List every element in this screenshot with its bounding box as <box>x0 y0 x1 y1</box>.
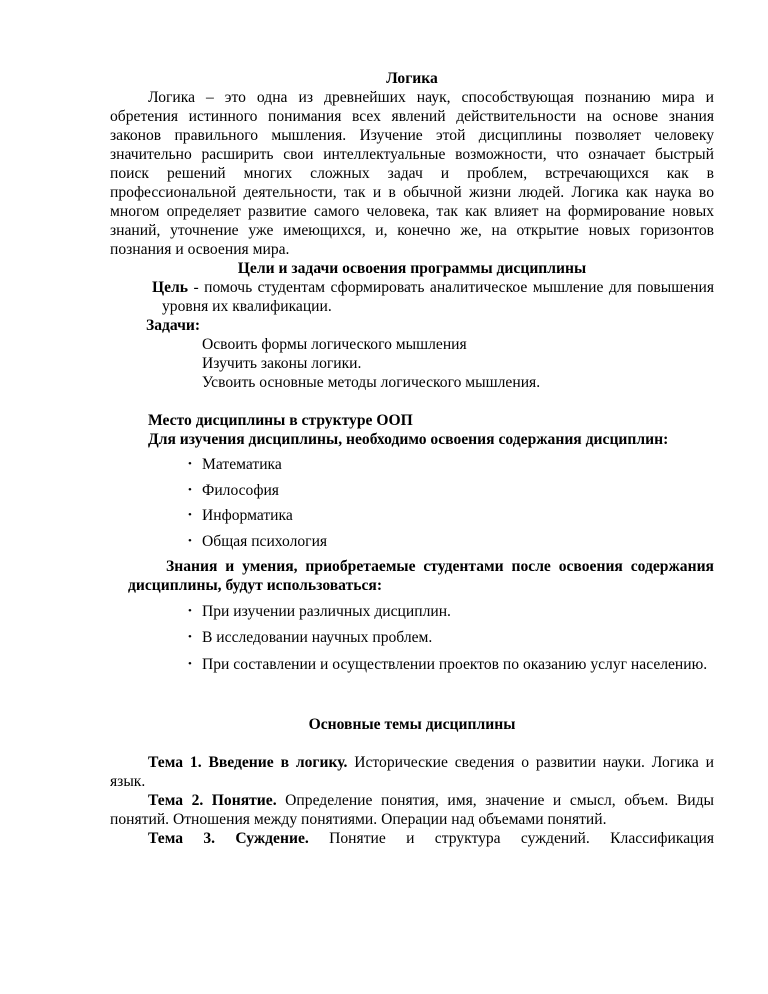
list-item: • Информатика <box>110 503 714 529</box>
topics-heading: Основные темы дисциплины <box>308 716 516 733</box>
bullet-icon: • <box>188 630 192 643</box>
list-item: • В исследовании научных проблем. <box>110 625 714 651</box>
place-heading: Место дисциплины в структуре ООП <box>148 412 413 429</box>
list-item: • При изучении различных дисциплин. <box>110 599 714 625</box>
task-item: Изучить законы логики. <box>202 355 362 372</box>
topic-label: Тема 1. Введение в логику. <box>148 754 348 771</box>
bullet-icon: • <box>188 509 192 521</box>
topic-label: Тема 2. Понятие. <box>148 792 277 809</box>
document-title: Логика <box>386 70 438 87</box>
bullet-icon: • <box>188 605 192 617</box>
intro-paragraph: Логика – это одна из древнейших наук, способствующая познанию мира и обретения истинного понимания всех явлений действительности на основе знания законов правильного мышления. Изучение этой дисциплины позволяет человеку значительно расширить свои интеллектуальные возможности, что означает быстрый поиск решений многих сложных задач и проблем, встречающихся как в профессиональной деятельности, так и в обычной жизни людей. Логика как наука во многом определяет развитие самого человека, так как влияет на формирование новых знаний, уточнение уже имеющихся, и, конечно же, на открытие новых горизонтов познания и освоения мира. <box>110 89 714 258</box>
list-item: • Общая психология <box>110 529 714 555</box>
goal-text: - помочь студентам сформировать аналитическое мышление для повышения уровня их квалификации. <box>162 279 714 315</box>
prereq-heading: Для изучения дисциплины, необходимо освоения содержания дисциплин: <box>148 431 669 448</box>
goal-paragraph <box>152 278 714 316</box>
list-item: • Философия <box>110 478 714 504</box>
tasks-label: Задачи: <box>146 317 201 334</box>
prereq-list <box>110 452 714 554</box>
topic-text: Исторические сведения о развитии науки. Логика и язык. <box>110 754 715 790</box>
goal-label: Цель <box>152 279 189 296</box>
list-item: • Математика <box>110 452 714 478</box>
topic-text: Понятие и структура суждений. Классификация <box>308 830 714 847</box>
bullet-icon: • <box>188 534 192 547</box>
topic-text: Определение понятия, имя, значение и смысл, объем. Виды понятий. Отношения между понятиями. Операции над объемами понятий. <box>110 792 715 828</box>
goals-heading: Цели и задачи освоения программы дисциплины <box>237 260 587 277</box>
skills-heading: Знания и умения, приобретаемые студентами после освоения содержания дисциплины, будут использоваться: <box>128 558 714 594</box>
task-item: Усвоить основные методы логического мышления. <box>202 374 541 391</box>
topic-paragraph <box>110 791 714 829</box>
topic-label: Тема 3. Суждение. <box>148 830 309 847</box>
bullet-icon: • <box>188 658 192 670</box>
bullet-icon: • <box>188 458 192 470</box>
list-item: • При составлении и осуществлении проектов по оказанию услуг населению. <box>188 656 708 673</box>
skills-list <box>110 599 714 675</box>
topic-paragraph <box>110 829 714 848</box>
bullet-icon: • <box>188 483 192 496</box>
document-page <box>110 69 714 848</box>
task-item: Освоить формы логического мышления <box>202 336 467 353</box>
topic-paragraph <box>110 753 714 791</box>
